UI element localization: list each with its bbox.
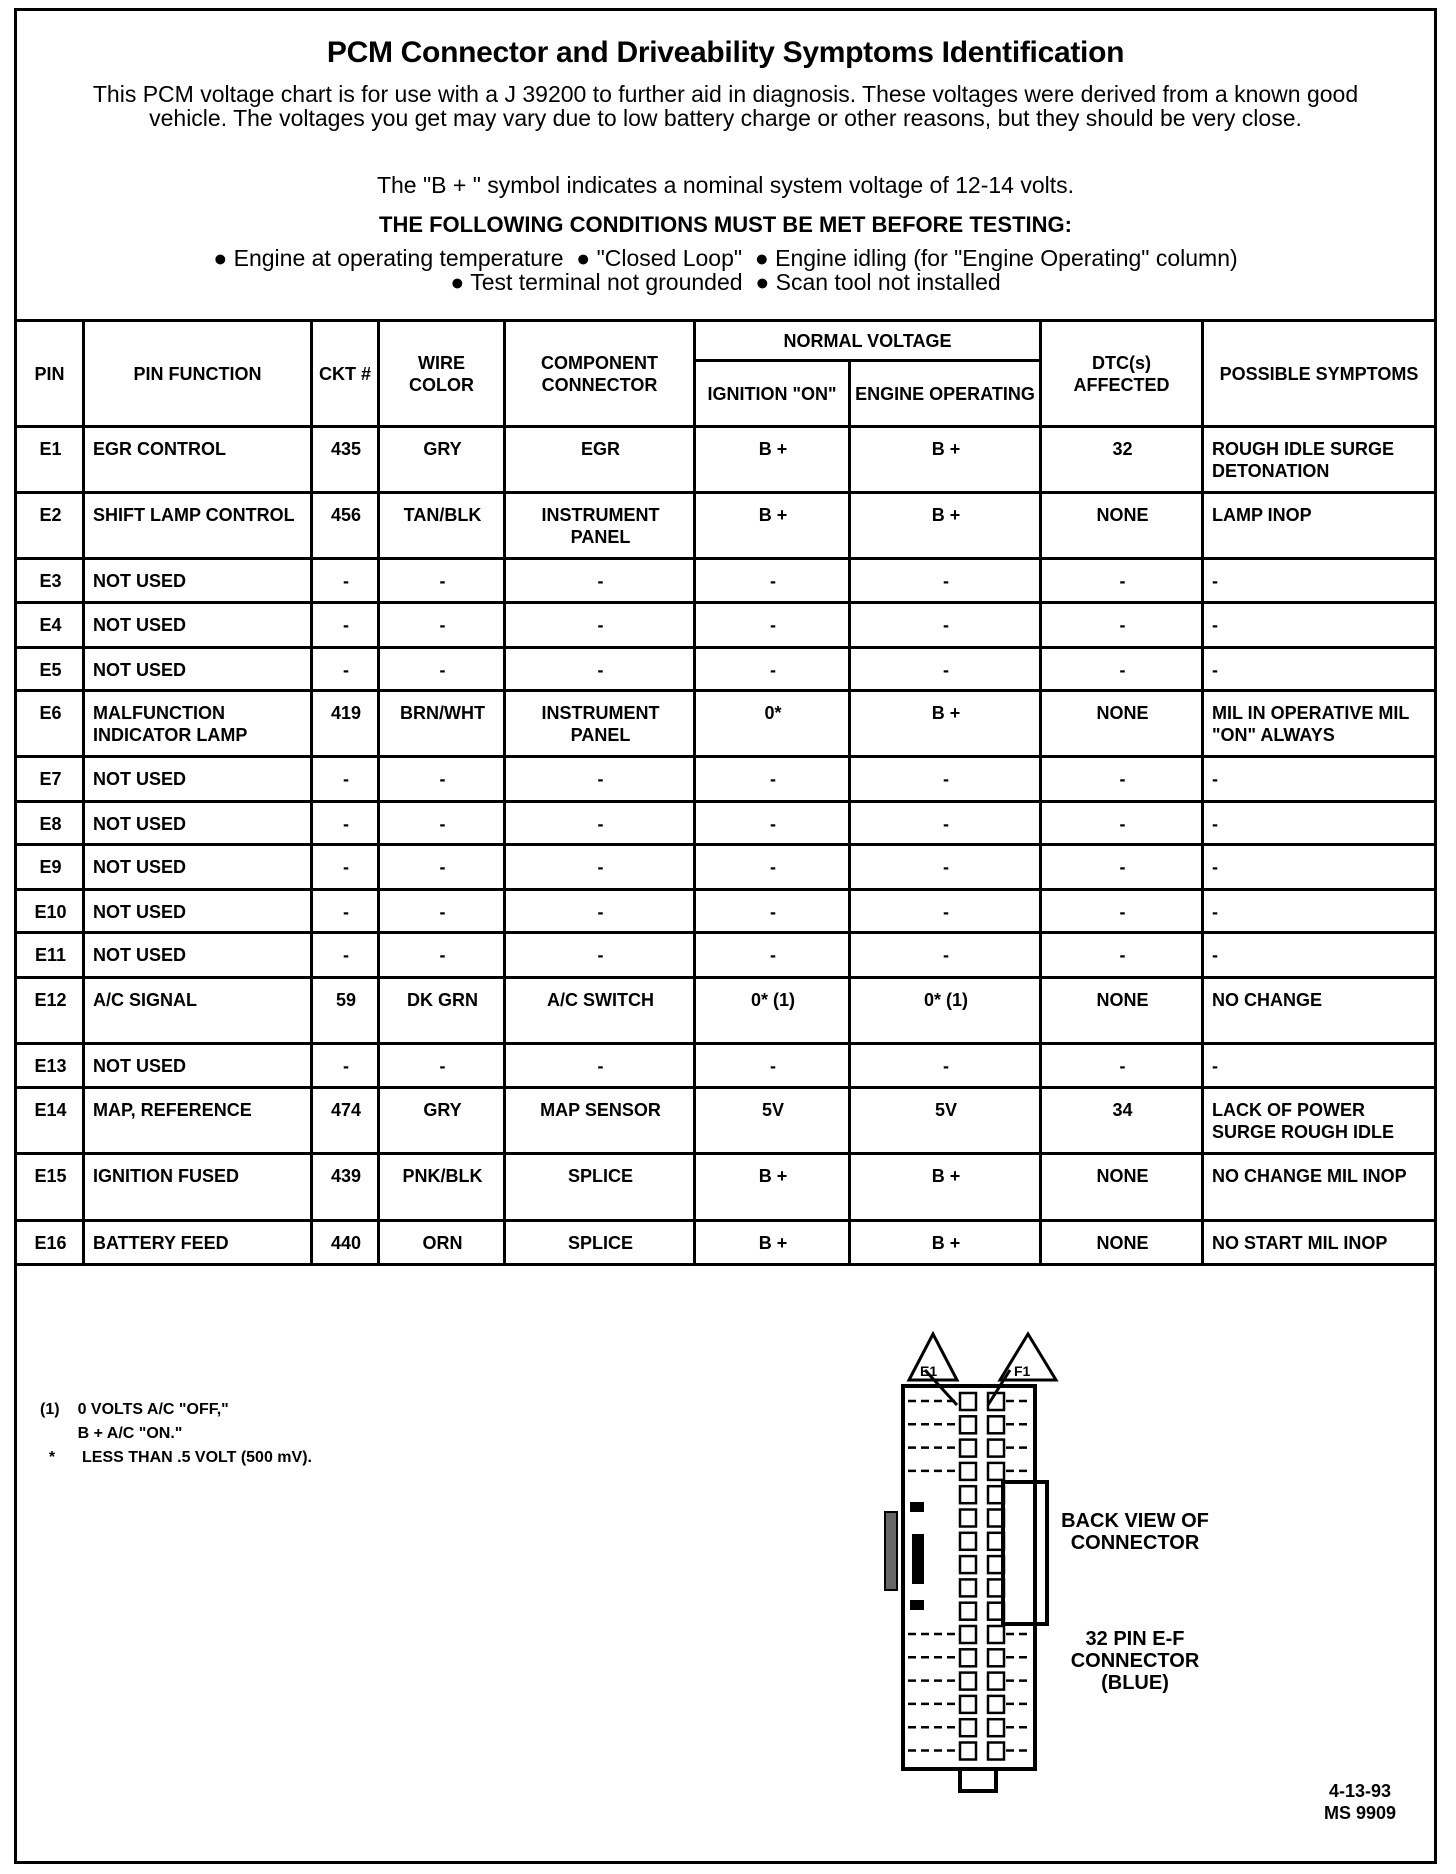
header-ckt: CKT # xyxy=(312,321,379,427)
cell-ckt: - xyxy=(312,757,379,802)
cell-dtc: NONE xyxy=(1041,1154,1203,1221)
cell-engine: - xyxy=(850,845,1041,890)
pin-cavity xyxy=(988,1719,1004,1736)
note-mark: (1) xyxy=(40,1401,60,1418)
cell-component: INSTRUMENT PANEL xyxy=(505,493,695,559)
condition: "Closed Loop" xyxy=(596,245,743,271)
cell-component: - xyxy=(505,559,695,603)
cell-function: NOT USED xyxy=(84,559,312,603)
cell-wire: ORN xyxy=(379,1221,505,1265)
condition: Engine at operating temperature xyxy=(233,245,564,271)
cell-symptoms: - xyxy=(1203,559,1436,603)
pin-cavity xyxy=(988,1463,1004,1480)
cell-dtc: 34 xyxy=(1041,1088,1203,1154)
cell-engine: - xyxy=(850,603,1041,648)
cell-component: - xyxy=(505,603,695,648)
header-component: COMPONENT CONNECTOR xyxy=(505,321,695,427)
pin-cavity xyxy=(960,1579,976,1596)
cell-ckt: - xyxy=(312,603,379,648)
cell-ckt: 439 xyxy=(312,1154,379,1221)
cell-symptoms: - xyxy=(1203,648,1436,691)
cell-wire: - xyxy=(379,603,505,648)
pin-cavity xyxy=(988,1626,1004,1643)
cell-component: SPLICE xyxy=(505,1154,695,1221)
cell-ignition: 0* xyxy=(695,691,850,757)
cell-wire: - xyxy=(379,757,505,802)
cell-engine: 5V xyxy=(850,1088,1041,1154)
cell-symptoms: NO CHANGE xyxy=(1203,978,1436,1044)
cell-function: NOT USED xyxy=(84,890,312,933)
cell-engine: B + xyxy=(850,427,1041,493)
date-code xyxy=(1310,1780,1410,1824)
pin-cavity xyxy=(988,1440,1004,1457)
cell-function: IGNITION FUSED xyxy=(84,1154,312,1221)
cell-function: NOT USED xyxy=(84,603,312,648)
cell-dtc: - xyxy=(1041,603,1203,648)
cell-wire: - xyxy=(379,890,505,933)
cell-ignition: - xyxy=(695,603,850,648)
bplus-note: The "B + " symbol indicates a nominal system voltage of 12-14 volts. xyxy=(376,172,1075,198)
cell-engine: 0* (1) xyxy=(850,978,1041,1044)
cell-dtc: NONE xyxy=(1041,1221,1203,1265)
cell-dtc: NONE xyxy=(1041,493,1203,559)
condition: Scan tool not installed xyxy=(775,269,1001,295)
cell-ckt: - xyxy=(312,802,379,845)
cell-ckt: - xyxy=(312,1044,379,1088)
cell-ckt: 59 xyxy=(312,978,379,1044)
cell-dtc: - xyxy=(1041,648,1203,691)
cell-engine: B + xyxy=(850,691,1041,757)
pin-cavity xyxy=(960,1603,976,1620)
cell-symptoms: NO CHANGE MIL INOP xyxy=(1203,1154,1436,1221)
cell-engine: - xyxy=(850,933,1041,978)
pin-cavity xyxy=(960,1510,976,1527)
cell-pin: E16 xyxy=(16,1221,84,1265)
cell-ignition: B + xyxy=(695,493,850,559)
date: 4-13-93 xyxy=(1328,1781,1392,1801)
cell-ignition: - xyxy=(695,559,850,603)
cell-ckt: 456 xyxy=(312,493,379,559)
cell-dtc: NONE xyxy=(1041,978,1203,1044)
cell-engine: B + xyxy=(850,1154,1041,1221)
pin-cavity xyxy=(960,1486,976,1503)
cell-function: NOT USED xyxy=(84,648,312,691)
cell-pin: E8 xyxy=(16,802,84,845)
cell-pin: E3 xyxy=(16,559,84,603)
cell-pin: E14 xyxy=(16,1088,84,1154)
cell-ignition: - xyxy=(695,802,850,845)
pin-cavity xyxy=(988,1416,1004,1433)
header-function: PIN FUNCTION xyxy=(84,321,312,427)
header-dtc: DTC(s) AFFECTED xyxy=(1041,321,1203,427)
cell-ckt: 440 xyxy=(312,1221,379,1265)
cell-function: NOT USED xyxy=(84,933,312,978)
cell-function: NOT USED xyxy=(84,1044,312,1088)
pin-cavity xyxy=(988,1743,1004,1760)
cell-wire: BRN/WHT xyxy=(379,691,505,757)
cell-wire: - xyxy=(379,648,505,691)
cell-engine: B + xyxy=(850,1221,1041,1265)
header-wire: WIRE COLOR xyxy=(379,321,505,427)
figure-code: MS 9909 xyxy=(1323,1803,1397,1823)
cell-wire: - xyxy=(379,802,505,845)
cell-dtc: - xyxy=(1041,757,1203,802)
cell-component: - xyxy=(505,648,695,691)
cell-symptoms: LACK OF POWER SURGE ROUGH IDLE xyxy=(1203,1088,1436,1154)
cell-component: - xyxy=(505,757,695,802)
cell-wire: GRY xyxy=(379,1088,505,1154)
note-text: B + A/C "ON." xyxy=(77,1425,183,1442)
cell-function: NOT USED xyxy=(84,802,312,845)
cell-component: - xyxy=(505,890,695,933)
header-ignition: IGNITION "ON" xyxy=(695,361,850,427)
cell-symptoms: - xyxy=(1203,802,1436,845)
condition: Engine idling (for "Engine Operating" column) xyxy=(775,245,1238,271)
note-text: LESS THAN .5 VOLT (500 mV). xyxy=(82,1449,312,1466)
cell-pin: E11 xyxy=(16,933,84,978)
cell-ignition: - xyxy=(695,933,850,978)
intro-text: This PCM voltage chart is for use with a J 39200 to further aid in diagnosis. These voltages were derived from a known good vehicle. The voltages you get may vary due to low battery charge or other reasons, but they should be very close. xyxy=(92,81,1359,131)
cell-engine: - xyxy=(850,1044,1041,1088)
cell-symptoms: LAMP INOP xyxy=(1203,493,1436,559)
pin-cavity xyxy=(960,1440,976,1457)
cell-function: SHIFT LAMP CONTROL xyxy=(84,493,312,559)
pin-cavity xyxy=(960,1719,976,1736)
cell-ckt: - xyxy=(312,648,379,691)
cell-function: MAP, REFERENCE xyxy=(84,1088,312,1154)
header-symptoms: POSSIBLE SYMPTOMS xyxy=(1203,321,1436,427)
cell-dtc: - xyxy=(1041,845,1203,890)
cell-symptoms: - xyxy=(1203,1044,1436,1088)
cell-pin: E10 xyxy=(16,890,84,933)
cell-ignition: - xyxy=(695,757,850,802)
cell-dtc: NONE xyxy=(1041,691,1203,757)
cell-ignition: 5V xyxy=(695,1088,850,1154)
note-text: 0 VOLTS A/C "OFF," xyxy=(77,1401,229,1418)
page-title: PCM Connector and Driveability Symptoms Identification xyxy=(326,36,1125,69)
cell-pin: E15 xyxy=(16,1154,84,1221)
cell-symptoms: - xyxy=(1203,845,1436,890)
cell-symptoms: NO START MIL INOP xyxy=(1203,1221,1436,1265)
pin-cavity xyxy=(960,1393,976,1410)
cell-pin: E9 xyxy=(16,845,84,890)
note-mark: * xyxy=(48,1449,56,1466)
cell-wire: - xyxy=(379,933,505,978)
cell-ckt: - xyxy=(312,559,379,603)
pin-cavity xyxy=(988,1696,1004,1713)
cell-dtc: - xyxy=(1041,559,1203,603)
cell-dtc: - xyxy=(1041,933,1203,978)
cell-component: - xyxy=(505,1044,695,1088)
cell-wire: TAN/BLK xyxy=(379,493,505,559)
cell-component: A/C SWITCH xyxy=(505,978,695,1044)
cell-ignition: 0* (1) xyxy=(695,978,850,1044)
pin-cavity xyxy=(960,1743,976,1760)
cell-dtc: - xyxy=(1041,802,1203,845)
cell-function: NOT USED xyxy=(84,845,312,890)
cell-symptoms: - xyxy=(1203,603,1436,648)
cell-pin: E6 xyxy=(16,691,84,757)
cell-component: EGR xyxy=(505,427,695,493)
cell-ckt: 419 xyxy=(312,691,379,757)
connector-description: 32 PIN E-F CONNECTOR (BLUE) xyxy=(1070,1628,1200,1694)
pin-cavity xyxy=(960,1673,976,1690)
pin-cavity xyxy=(988,1649,1004,1666)
header-engine: ENGINE OPERATING xyxy=(850,361,1041,427)
cell-engine: - xyxy=(850,648,1041,691)
cell-function: A/C SIGNAL xyxy=(84,978,312,1044)
cell-ignition: B + xyxy=(695,1221,850,1265)
header-pin: PIN xyxy=(16,321,84,427)
cell-pin: E7 xyxy=(16,757,84,802)
cell-ckt: - xyxy=(312,890,379,933)
cell-ignition: - xyxy=(695,845,850,890)
pin-cavity xyxy=(960,1649,976,1666)
pin-cavity xyxy=(960,1626,976,1643)
cell-component: - xyxy=(505,845,695,890)
pin-cavity xyxy=(960,1533,976,1550)
pin-cavity xyxy=(988,1673,1004,1690)
cell-ckt: - xyxy=(312,845,379,890)
cell-function: EGR CONTROL xyxy=(84,427,312,493)
cell-ignition: - xyxy=(695,1044,850,1088)
cell-dtc: - xyxy=(1041,1044,1203,1088)
pin-cavity xyxy=(960,1463,976,1480)
e1-label: E1 xyxy=(920,1363,938,1379)
cell-wire: DK GRN xyxy=(379,978,505,1044)
header-normal-voltage: NORMAL VOLTAGE xyxy=(695,321,1041,361)
conditions-list: ● Engine at operating temperature ● "Closed Loop" ● Engine idling (for "Engine Operating" column) ● Test terminal not grounded ● Scan tool not installed xyxy=(213,245,1238,295)
conditions-heading: THE FOLLOWING CONDITIONS MUST BE MET BEFORE TESTING: xyxy=(379,212,1072,237)
pin-cavity xyxy=(960,1696,976,1713)
cell-function: NOT USED xyxy=(84,757,312,802)
cell-ckt: 435 xyxy=(312,427,379,493)
cell-pin: E2 xyxy=(16,493,84,559)
cell-ckt: 474 xyxy=(312,1088,379,1154)
cell-wire: GRY xyxy=(379,427,505,493)
cell-component: - xyxy=(505,802,695,845)
cell-pin: E1 xyxy=(16,427,84,493)
cell-symptoms: ROUGH IDLE SURGE DETONATION xyxy=(1203,427,1436,493)
cell-wire: - xyxy=(379,1044,505,1088)
cell-dtc: - xyxy=(1041,890,1203,933)
cell-engine: - xyxy=(850,890,1041,933)
condition: Test terminal not grounded xyxy=(470,269,743,295)
cell-symptoms: - xyxy=(1203,890,1436,933)
cell-symptoms: - xyxy=(1203,933,1436,978)
cell-engine: - xyxy=(850,802,1041,845)
cell-pin: E4 xyxy=(16,603,84,648)
cell-wire: - xyxy=(379,559,505,603)
cell-engine: B + xyxy=(850,493,1041,559)
cell-symptoms: - xyxy=(1203,757,1436,802)
cell-pin: E5 xyxy=(16,648,84,691)
cell-component: SPLICE xyxy=(505,1221,695,1265)
cell-pin: E13 xyxy=(16,1044,84,1088)
cell-function: MALFUNCTION INDICATOR LAMP xyxy=(84,691,312,757)
cell-dtc: 32 xyxy=(1041,427,1203,493)
cell-engine: - xyxy=(850,757,1041,802)
cell-component: - xyxy=(505,933,695,978)
cell-symptoms: MIL IN OPERATIVE MIL "ON" ALWAYS xyxy=(1203,691,1436,757)
cell-engine: - xyxy=(850,559,1041,603)
connector-view-label: BACK VIEW OF CONNECTOR xyxy=(1061,1510,1209,1554)
pin-cavity xyxy=(960,1556,976,1573)
cell-pin: E12 xyxy=(16,978,84,1044)
cell-ignition: - xyxy=(695,648,850,691)
cell-ckt: - xyxy=(312,933,379,978)
cell-ignition: - xyxy=(695,890,850,933)
cell-component: MAP SENSOR xyxy=(505,1088,695,1154)
cell-ignition: B + xyxy=(695,427,850,493)
cell-component: INSTRUMENT PANEL xyxy=(505,691,695,757)
cell-function: BATTERY FEED xyxy=(84,1221,312,1265)
cell-wire: - xyxy=(379,845,505,890)
pin-cavity xyxy=(960,1416,976,1433)
f1-label: F1 xyxy=(1014,1363,1031,1379)
cell-ignition: B + xyxy=(695,1154,850,1221)
cell-wire: PNK/BLK xyxy=(379,1154,505,1221)
